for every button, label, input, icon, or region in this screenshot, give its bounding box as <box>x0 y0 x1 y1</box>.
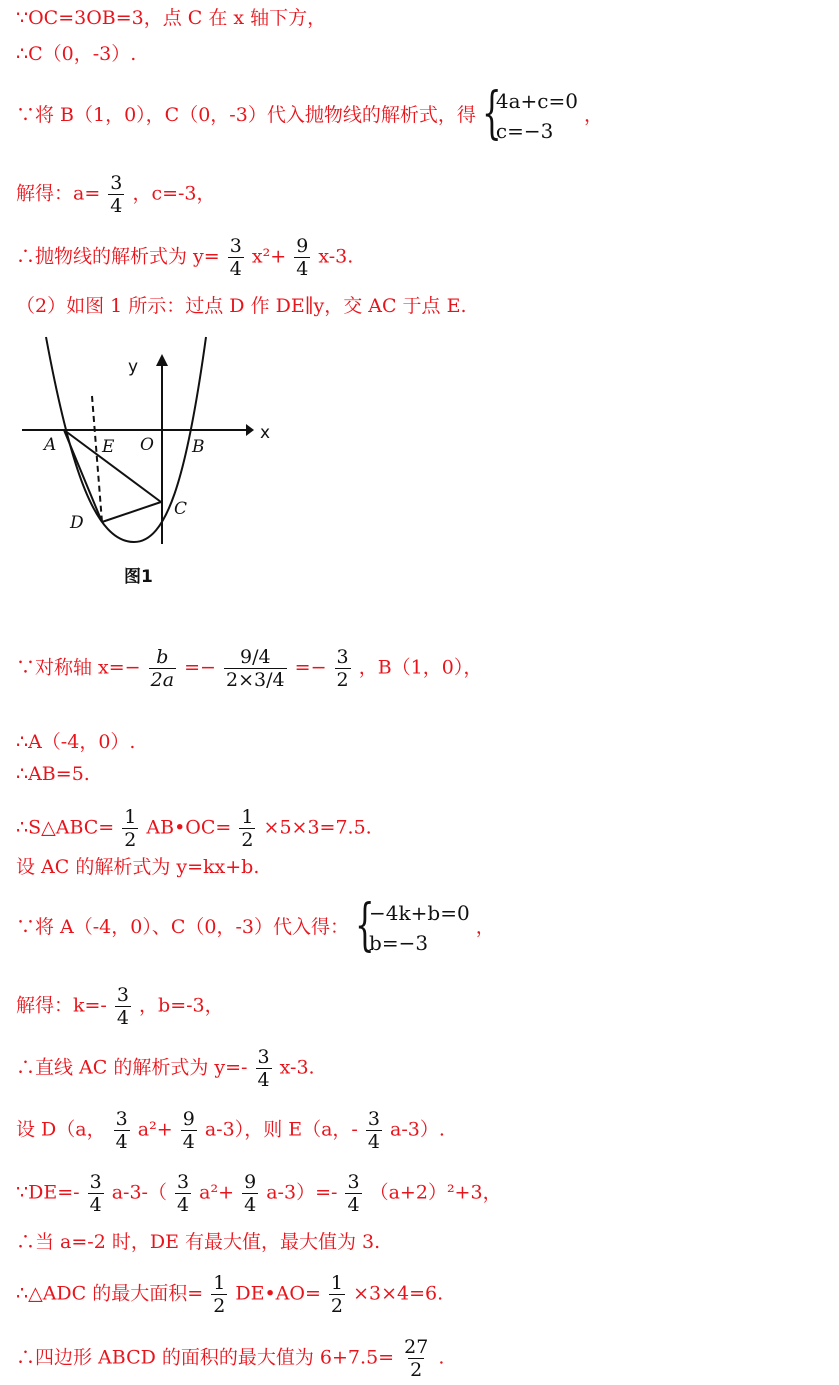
system-row: 4a+c=0 <box>495 89 578 113</box>
label-o: O <box>140 435 154 455</box>
fraction: $\frac{3}{4}$ <box>367 1108 380 1153</box>
text: =− <box>294 656 327 679</box>
fraction: $\frac{27}{2}$ <box>404 1336 429 1381</box>
text: a²+ <box>199 1181 235 1204</box>
fraction: $\frac{3}{4}$ <box>110 172 123 217</box>
fraction: $\frac{1}{2}$ <box>213 1272 226 1317</box>
line-max-de: ∴当 a=-2 时，DE 有最大值，最大值为 3. <box>16 1231 381 1253</box>
line-part2: （2）如图 1 所示：过点 D 作 DE∥y，交 AC 于点 E. <box>16 295 467 317</box>
text: ∵将 B（1，0），C（0，-3）代入抛物线的解析式，得 <box>16 104 476 126</box>
label-y: y <box>128 357 139 377</box>
text: ×5×3=7.5. <box>263 816 372 839</box>
line-symmetry-axis <box>16 646 482 691</box>
segment-dc <box>102 502 161 522</box>
figure-caption: 图1 <box>124 567 153 587</box>
label-a: A <box>44 435 57 455</box>
text: ∴△ADC 的最大面积= <box>16 1282 204 1305</box>
equation-system: { 4a+c=0 c=−3 <box>481 81 578 146</box>
label-x: x <box>260 423 271 443</box>
fraction: $\frac{9}{4}$ <box>244 1171 257 1216</box>
fraction: $\frac{3}{2}$ <box>336 646 349 691</box>
text: ∵DE=- <box>16 1181 80 1204</box>
line-max-area-adc <box>16 1272 443 1317</box>
system-row: c=−3 <box>495 119 554 143</box>
equation-system: { −4k+b=0 b=−3 <box>355 893 470 958</box>
line-de <box>16 1171 502 1216</box>
y-arrow <box>156 354 168 366</box>
fraction: $\frac{b}{2a}$ <box>150 646 175 691</box>
text: AB•OC= <box>146 816 232 839</box>
line-point-c: ∴C（0，-3）. <box>16 43 137 65</box>
fraction: $\frac{3}{4}$ <box>115 1108 128 1153</box>
label-b: B <box>192 437 205 457</box>
text: a-3-（ <box>111 1181 167 1204</box>
text: ∵对称轴 x=− <box>16 656 141 679</box>
text: ∴直线 AC 的解析式为 y=- <box>16 1056 248 1079</box>
fraction: $\frac{1}{2}$ <box>124 806 137 851</box>
line-given: ∵OC=3OB=3，点 C 在 x 轴下方， <box>16 7 327 29</box>
text: DE•AO= <box>235 1282 321 1305</box>
fraction: $\frac{3}{4}$ <box>177 1171 190 1216</box>
text: ∴S△ABC= <box>16 816 115 839</box>
fraction: $\frac{9}{4}$ <box>182 1108 195 1153</box>
text: =− <box>184 656 216 679</box>
text: ，B（1，0）， <box>358 656 483 679</box>
fraction: $\frac{3}{4}$ <box>229 235 242 280</box>
fraction: $\frac{1}{2}$ <box>330 1272 344 1317</box>
line-ab: ∴AB=5. <box>16 763 90 785</box>
compound-fraction: $\frac{9/4}{2\times 3/4}$ <box>226 646 285 691</box>
text: . <box>438 1346 445 1369</box>
system-row: −4k+b=0 <box>369 901 470 925</box>
text: （a+2）²+3， <box>369 1181 502 1204</box>
line-set-ac: 设 AC 的解析式为 y=kx+b. <box>16 856 260 878</box>
text: ∴四边形 ABCD 的面积的最大值为 6+7.5= <box>16 1346 395 1369</box>
text: ， <box>475 916 495 938</box>
text: a-3），则 E（a，- <box>204 1118 358 1141</box>
fraction: $\frac{3}{4}$ <box>89 1171 102 1216</box>
label-c: C <box>174 499 188 519</box>
line-parabola <box>16 235 353 280</box>
text: 解得：a= <box>16 182 101 205</box>
text: ，b=-3， <box>139 994 224 1017</box>
line-substitute-ac <box>16 893 495 958</box>
text: a²+ <box>137 1118 173 1141</box>
text: x-3. <box>279 1056 315 1079</box>
text: ∵将 A（-4，0）、C（0，-3）代入得： <box>16 916 349 938</box>
label-d: D <box>70 513 84 533</box>
text: 解得：k=- <box>16 994 107 1017</box>
line-area-abc <box>16 806 372 851</box>
line-solve-a <box>16 172 216 217</box>
line-set-d <box>16 1108 445 1153</box>
fraction: $\frac{3}{4}$ <box>347 1171 360 1216</box>
line-solve-k <box>16 984 224 1029</box>
text: x²+ <box>251 245 287 268</box>
label-e: E <box>102 437 115 457</box>
x-arrow <box>246 424 254 436</box>
figure-1 <box>16 332 286 592</box>
fraction: $\frac{9}{4}$ <box>296 235 309 280</box>
line-substitute-bc <box>16 81 604 146</box>
fraction: $\frac{1}{2}$ <box>241 806 254 851</box>
text: ，c=-3， <box>132 182 216 205</box>
line-ac-expression <box>16 1046 315 1091</box>
text: 设 D（a， <box>16 1118 106 1141</box>
text: x-3. <box>318 245 354 268</box>
fraction: $\frac{3}{4}$ <box>257 1046 270 1091</box>
text: a-3）. <box>390 1118 445 1141</box>
line-final-answer <box>16 1336 444 1381</box>
system-row: b=−3 <box>369 931 429 955</box>
text: ∴抛物线的解析式为 y= <box>16 245 220 268</box>
text: ×3×4=6. <box>353 1282 444 1305</box>
text: ， <box>584 104 604 126</box>
fraction: $\frac{3}{4}$ <box>116 984 129 1029</box>
text: a-3）=- <box>266 1181 338 1204</box>
line-point-a: ∴A（-4，0）. <box>16 731 136 753</box>
